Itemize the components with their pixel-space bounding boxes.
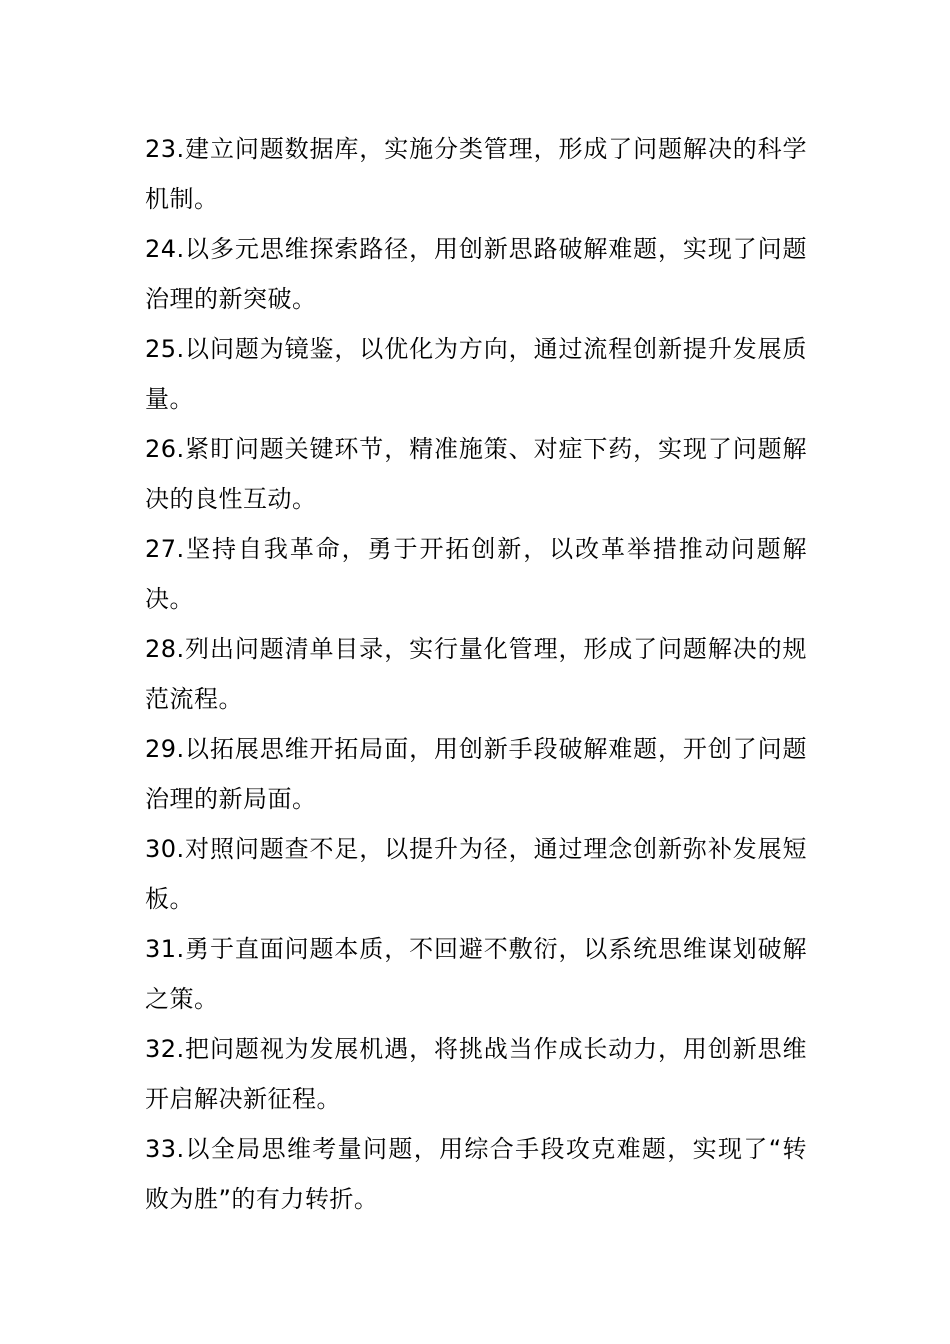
- list-item: 27.坚持自我革命，勇于开拓创新，以改革举措推动问题解决。: [145, 535, 807, 613]
- list-item: 31.勇于直面问题本质，不回避不敷衍，以系统思维谋划破解之策。: [145, 935, 807, 1013]
- document-body: [145, 124, 807, 1224]
- list-item: 28.列出问题清单目录，实行量化管理，形成了问题解决的规范流程。: [145, 635, 807, 713]
- list-item: 24.以多元思维探索路径，用创新思路破解难题，实现了问题治理的新突破。: [145, 235, 807, 313]
- list-item: 29.以拓展思维开拓局面，用创新手段破解难题，开创了问题治理的新局面。: [145, 735, 807, 813]
- list-item: 25.以问题为镜鉴，以优化为方向，通过流程创新提升发展质量。: [145, 335, 807, 413]
- list-item: 33.以全局思维考量问题，用综合手段攻克难题，实现了“转败为胜”的有力转折。: [145, 1135, 807, 1213]
- list-item: 23.建立问题数据库，实施分类管理，形成了问题解决的科学机制。: [145, 135, 807, 213]
- list-item: 32.把问题视为发展机遇，将挑战当作成长动力，用创新思维开启解决新征程。: [145, 1035, 807, 1113]
- list-item: 26.紧盯问题关键环节，精准施策、对症下药，实现了问题解决的良性互动。: [145, 435, 807, 513]
- list-item: 30.对照问题查不足，以提升为径，通过理念创新弥补发展短板。: [145, 835, 807, 913]
